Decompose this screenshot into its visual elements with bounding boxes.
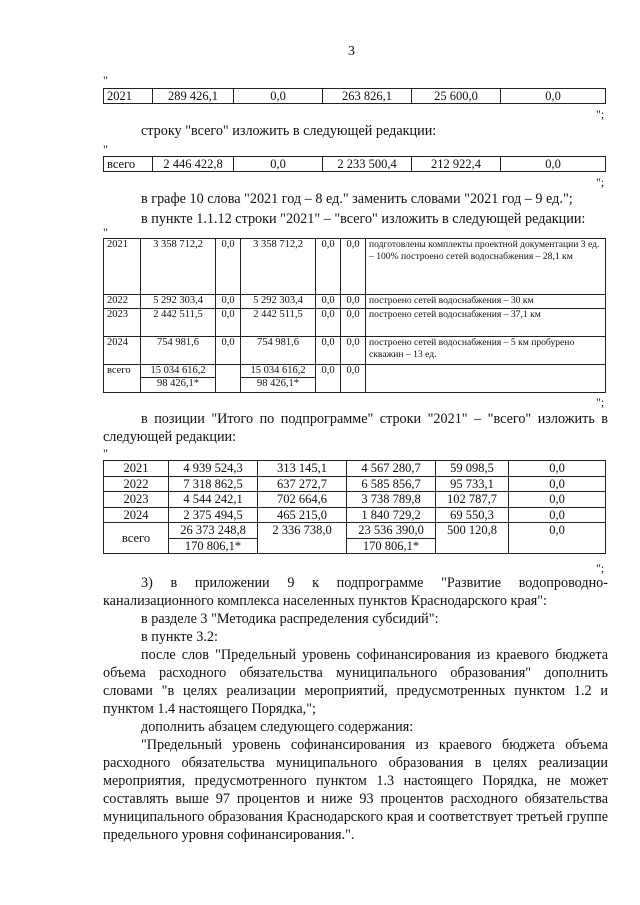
open-quote-2: " [103, 142, 108, 156]
total-line-2: 170 806,1* [184, 538, 242, 553]
cell: 0,0 [501, 89, 606, 104]
cell: 3 358 712,2 [141, 239, 216, 295]
close-quote-1: "; [596, 107, 605, 121]
cell: 7 318 862,5 [169, 476, 258, 492]
total-line-2: 98 426,1* [257, 378, 299, 389]
cell-year: 2021 [104, 89, 153, 104]
cell: 0,0 [341, 336, 366, 364]
open-quote-1: " [103, 73, 108, 87]
cell: 0,0 [216, 336, 241, 364]
cell: 5 292 303,4 [241, 295, 316, 309]
cell-total [347, 523, 436, 554]
cell: 637 272,7 [258, 476, 347, 492]
instruction-punkt1112: в пункте 1.1.12 строки "2021" – "всего" изложить в следующей редакции: [141, 211, 586, 227]
table-2021-row [103, 88, 606, 104]
cell: 4 567 280,7 [347, 461, 436, 477]
cell-year: 2021 [104, 461, 169, 477]
cell: 4 544 242,1 [169, 492, 258, 508]
cell: 0,0 [216, 308, 241, 336]
total-line-1: 26 373 248,8 [169, 523, 257, 539]
close-quote-2: "; [596, 175, 605, 189]
cell-result: подготовлены комплекты проектной документации 3 ед. – 100% построено сетей водоснабжения – 28,1 км [366, 239, 606, 295]
cell-year: 2021 [104, 239, 141, 295]
cell: 0,0 [509, 461, 606, 477]
table-punkt-1-1-12 [103, 238, 606, 393]
cell: 69 550,3 [436, 507, 509, 523]
cell: 465 215,0 [258, 507, 347, 523]
open-quote-3: " [103, 225, 108, 239]
instruction-vsego: строку "всего" изложить в следующей редакции: [141, 123, 437, 139]
total-line-2: 98 426,1* [157, 378, 199, 389]
cell: 263 826,1 [323, 89, 412, 104]
cell-year: 2023 [104, 492, 169, 508]
cell-label: всего [104, 523, 169, 554]
cell: 3 738 789,8 [347, 492, 436, 508]
cell: 1 840 729,2 [347, 507, 436, 523]
cell: 2 442 511,5 [141, 308, 216, 336]
cell: 2 442 511,5 [241, 308, 316, 336]
cell: 754 981,6 [241, 336, 316, 364]
total-line-2: 170 806,1* [362, 538, 420, 553]
cell: 25 600,0 [412, 89, 501, 104]
cell: 0,0 [234, 89, 323, 104]
cell-year: 2022 [104, 476, 169, 492]
cell-year: 2022 [104, 295, 141, 309]
page-number: 3 [348, 44, 355, 59]
cell: 0,0 [341, 239, 366, 295]
paragraph-3: 3) в приложении 9 к подпрограмме "Развитие водопроводно-канализационного комплекса населенных пунктов Краснодарского края": [103, 575, 608, 609]
cell: 702 664,6 [258, 492, 347, 508]
total-line-1: 23 536 390,0 [347, 523, 435, 539]
total-line-1: 15 034 616,2 [141, 365, 215, 379]
instruction-razdel3: в разделе 3 "Методика распределения субсидий": [141, 611, 439, 627]
cell: 2 446 422,8 [153, 157, 234, 172]
cell-total [169, 523, 258, 554]
cell: 313 145,1 [258, 461, 347, 477]
cell: 6 585 856,7 [347, 476, 436, 492]
table-vsego-row [103, 156, 606, 172]
cell-empty [366, 364, 606, 392]
instruction-punkt32: в пункте 3.2: [141, 629, 218, 645]
cell: 212 922,4 [412, 157, 501, 172]
cell: 0,0 [509, 507, 606, 523]
cell-year: 2023 [104, 308, 141, 336]
cell-year: 2024 [104, 507, 169, 523]
cell: 0,0 [316, 239, 341, 295]
paragraph-posle: после слов "Предельный уровень софинансирования из краевого бюджета объема расходного обязательства муниципального образования" дополнить словами "в целях реализации мероприятий, предусмотренных пунктом 1.2 и пунктом 1.4 настоящего Порядка,"; [103, 647, 608, 717]
cell: 59 098,5 [436, 461, 509, 477]
close-quote-4: "; [596, 561, 605, 575]
cell: 0,0 [501, 157, 606, 172]
cell-total [241, 364, 316, 392]
table-itogo [103, 460, 606, 554]
cell: 4 939 524,3 [169, 461, 258, 477]
cell: 0,0 [341, 295, 366, 309]
cell: 0,0 [316, 364, 341, 392]
cell: 5 292 303,4 [141, 295, 216, 309]
total-line-1: 15 034 616,2 [241, 365, 315, 379]
cell: 2 375 494,5 [169, 507, 258, 523]
instruction-itogo: в позиции "Итого по подпрограмме" строки "2021" – "всего" изложить в следующей редакции: [103, 411, 608, 445]
close-quote-3: "; [596, 395, 605, 409]
cell [216, 364, 241, 392]
cell: 0,0 [509, 476, 606, 492]
cell: 0,0 [316, 295, 341, 309]
cell: 289 426,1 [153, 89, 234, 104]
cell-year: 2024 [104, 336, 141, 364]
instruction-grafa10: в графе 10 слова "2021 год – 8 ед." заменить словами "2021 год – 9 ед."; [141, 191, 573, 207]
cell: 0,0 [316, 308, 341, 336]
cell-result: построено сетей водоснабжения – 37,1 км [366, 308, 606, 336]
instruction-dopolnit: дополнить абзацем следующего содержания: [141, 719, 414, 735]
cell: 0,0 [509, 523, 606, 554]
cell: 0,0 [341, 308, 366, 336]
cell: 0,0 [509, 492, 606, 508]
cell: 0,0 [341, 364, 366, 392]
cell-label: всего [104, 364, 141, 392]
cell: 95 733,1 [436, 476, 509, 492]
cell: 0,0 [216, 295, 241, 309]
cell: 2 336 738,0 [258, 523, 347, 554]
cell-label: всего [104, 157, 153, 172]
cell-result: построено сетей водоснабжения – 30 км [366, 295, 606, 309]
cell-result: построено сетей водоснабжения – 5 км пробурено скважин – 13 ед. [366, 336, 606, 364]
cell: 0,0 [234, 157, 323, 172]
cell: 0,0 [316, 336, 341, 364]
cell: 2 233 500,4 [323, 157, 412, 172]
cell: 102 787,7 [436, 492, 509, 508]
cell: 500 120,8 [436, 523, 509, 554]
open-quote-4: " [103, 446, 108, 460]
paragraph-quote: "Предельный уровень софинансирования из краевого бюджета объема расходного обязательства муниципального образования в целях реализации мероприятия, предусмотренного пунктом 1.3 настоящего Порядка, не может составлять выше 97 процентов и ниже 93 процентов расходного обязательства муниципального образования Краснодарского края и соответствует третьей группе предельного уровня софинансирования.". [103, 737, 608, 843]
cell: 754 981,6 [141, 336, 216, 364]
cell: 3 358 712,2 [241, 239, 316, 295]
cell-total [141, 364, 216, 392]
cell: 0,0 [216, 239, 241, 295]
